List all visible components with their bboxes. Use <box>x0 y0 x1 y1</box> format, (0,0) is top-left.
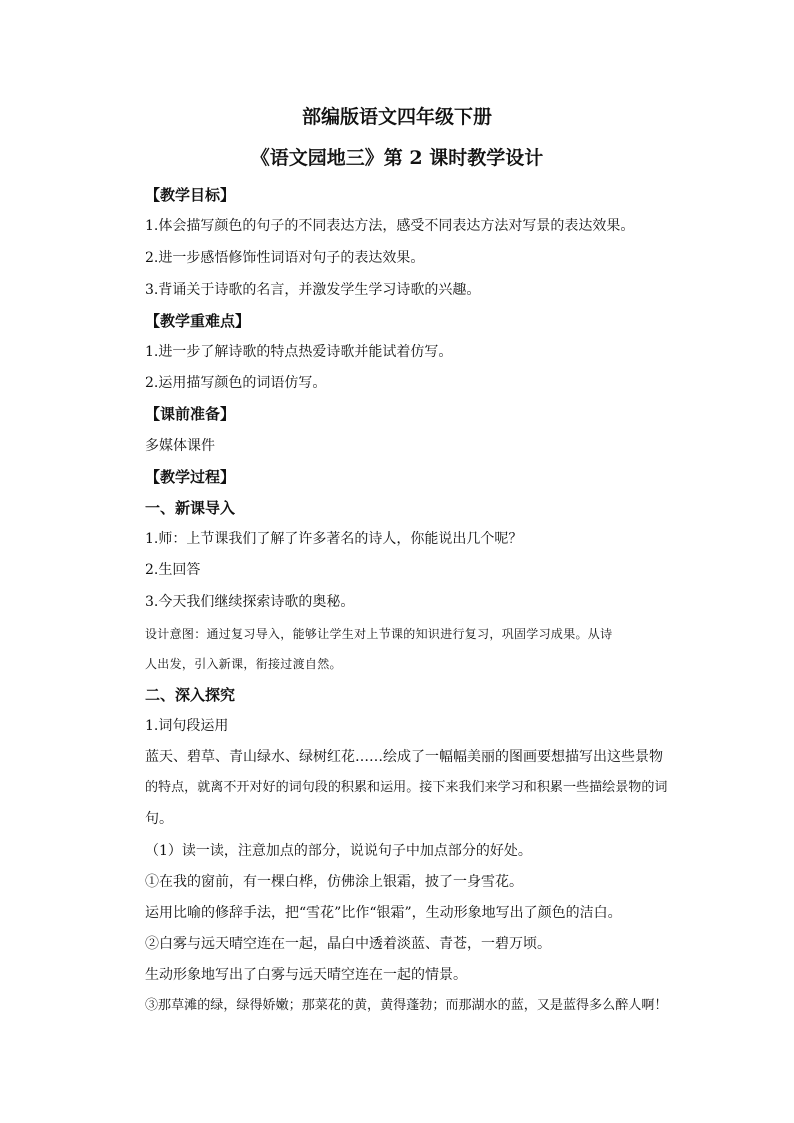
keypoint-item: 2.运用描写颜色的词语仿写。 <box>145 375 327 391</box>
intro-item: 3.今天我们继续探索诗歌的奥秘。 <box>145 594 355 610</box>
paragraph-line: 的特点，就离不开对好的词句段的积累和运用。接下来我们来学习和积累一些描绘景物的词 <box>145 780 668 795</box>
design-intent-line: 设计意图：通过复习导入，能够让学生对上节课的知识进行复习，巩固学习成果。从诗 <box>145 627 613 641</box>
prep-heading: 【课前准备】 <box>145 405 236 423</box>
goal-item: 3.背诵关于诗歌的名言，并激发学生学习诗歌的兴趣。 <box>145 282 481 298</box>
goals-heading: 【教学目标】 <box>145 186 236 204</box>
example-sentence: ②白雾与远天晴空连在一起，晶白中透着淡蓝、青苍，一碧万顷。 <box>145 936 551 952</box>
section-heading-explore: 二、深入探究 <box>145 686 236 704</box>
prep-text: 多媒体课件 <box>145 438 215 454</box>
document-subtitle: 《语文园地三》第 2 课时教学设计 <box>250 147 544 169</box>
keypoints-heading: 【教学重难点】 <box>145 312 251 330</box>
section-heading-intro: 一、新课导入 <box>145 499 236 517</box>
subsection-heading: 1.词句段运用 <box>145 718 229 734</box>
example-sentence: ③那草滩的绿，绿得娇嫩；那菜花的黄，黄得蓬勃；而那湖水的蓝，又是蓝得多么醉人啊！ <box>145 998 668 1013</box>
paragraph-line: 蓝天、碧草、青山绿水、绿树红花……绘成了一幅幅美丽的图画要想描写出这些景物 <box>145 749 663 765</box>
example-sentence: ①在我的窗前，有一棵白桦，仿佛涂上银霜，披了一身雪花。 <box>145 874 523 890</box>
question-line: （1）读一读，注意加点的部分，说说句子中加点部分的好处。 <box>145 843 532 859</box>
answer-line: 生动形象地写出了白雾与远天晴空连在一起的情景。 <box>145 967 467 983</box>
design-intent-line: 人出发，引入新课，衔接过渡自然。 <box>145 657 342 671</box>
paragraph-line: 句。 <box>145 811 173 827</box>
document-title: 部编版语文四年级下册 <box>301 106 492 128</box>
intro-item: 1.师：上节课我们了解了许多著名的诗人，你能说出几个呢？ <box>145 531 523 547</box>
goal-item: 1.体会描写颜色的句子的不同表达方法，感受不同表达方法对写景的表达效果。 <box>145 218 635 234</box>
answer-line: 运用比喻的修辞手法，把“雪花”比作“银霜”，生动形象地写出了颜色的洁白。 <box>145 905 622 921</box>
keypoint-item: 1.进一步了解诗歌的特点热爱诗歌并能试着仿写。 <box>145 344 453 360</box>
process-heading: 【教学过程】 <box>145 468 236 486</box>
goal-item: 2.进一步感悟修饰性词语对句子的表达效果。 <box>145 250 425 266</box>
intro-item: 2.生回答 <box>145 562 201 578</box>
